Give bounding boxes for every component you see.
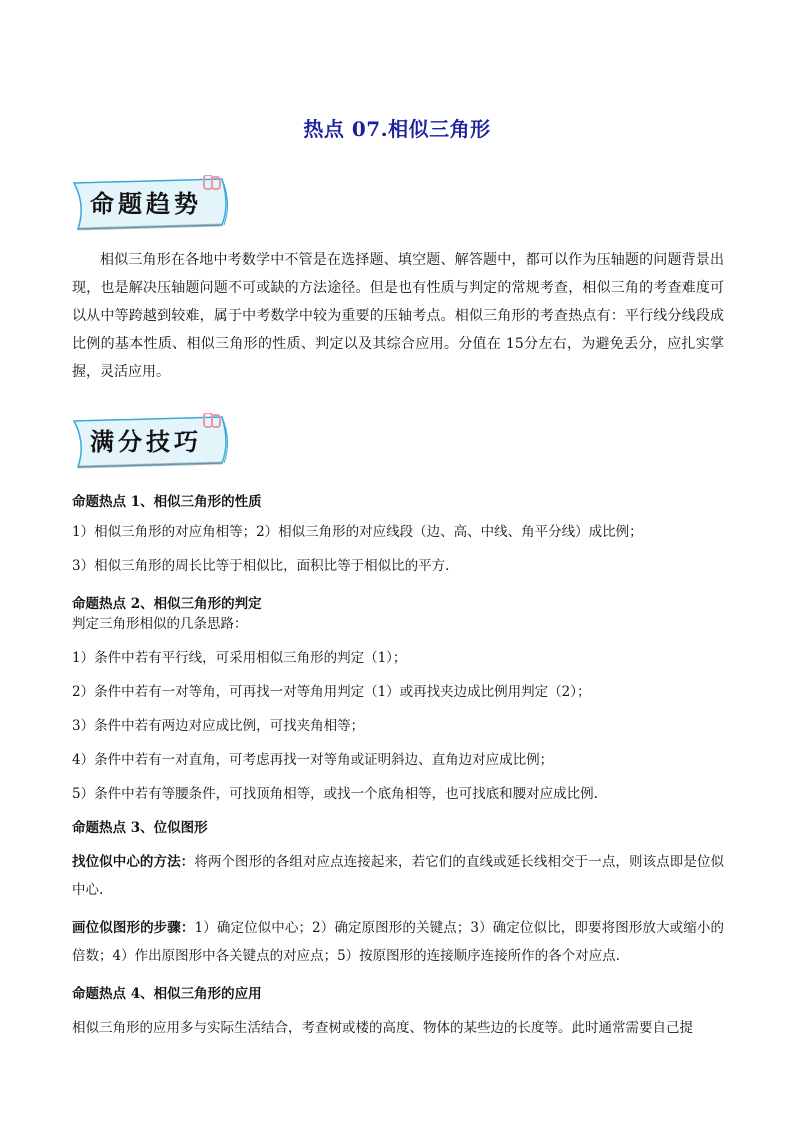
section-2-line-5: 5）条件中若有等腰条件，可找顶角相等，或找一个底角相等，也可找底和腰对应成比例. — [72, 786, 598, 802]
banner-trend — [72, 175, 232, 229]
banner-trend-label: 命题趋势 — [90, 189, 202, 218]
page-title: 热点 07.相似三角形 — [303, 117, 491, 141]
section-4-heading: 命题热点 4、相似三角形的应用 — [72, 986, 262, 1002]
section-3-heading: 命题热点 3、位似图形 — [72, 820, 208, 836]
section-3-center-paragraph — [72, 848, 724, 904]
section-2-line-3: 3）条件中若有两边对应成比例，可找夹角相等； — [72, 718, 365, 734]
intro-paragraph: 相似三角形在各地中考数学中不管是在选择题、填空题、解答题中，都可以作为压轴题的问题背景出现，也是解决压轴题问题不可或缺的方法途径。但是也有性质与判定的常规考查，相似三角的考查难度可以从中等跨越到较难，属于中考数学中较为重要的压轴考点。相似三角形的考查热点有：平行线分线段成比例的基本性质、相似三角形的性质、判定以及其综合应用。分值在 15分左右，为避免丢分，应扎实掌握，灵活应用。 — [72, 252, 724, 380]
skills-content — [72, 492, 724, 1042]
section-1-line-2: 3）相似三角形的周长比等于相似比，面积比等于相似比的平方. — [72, 558, 450, 574]
section-3-draw-text: 1）确定位似中心；2）确定原图形的关键点；3）确定位似比，即要将图形放大或缩小的倍数；4）作出原图形中各关键点的对应点；5）按原图形的连接顺序连接所作的各个对应点. — [72, 920, 724, 964]
banner-skills — [72, 413, 232, 467]
section-1-heading: 命题热点 1、相似三角形的性质 — [72, 494, 262, 510]
section-3-draw-label: 画位似图形的步骤： — [72, 920, 195, 936]
section-2-intro: 判定三角形相似的几条思路： — [72, 616, 248, 632]
section-2-line-1: 1）条件中若有平行线，可采用相似三角形的判定（1）； — [72, 650, 407, 666]
section-1-line-1: 1）相似三角形的对应角相等；2）相似三角形的对应线段（边、高、中线、角平分线）成比例； — [72, 524, 643, 540]
section-3-center-label: 找位似中心的方法： — [72, 854, 195, 870]
section-3-center-text: 将两个图形的各组对应点连接起来，若它们的直线或延长线相交于一点，则该点即是位似中心. — [72, 854, 724, 898]
section-2-heading: 命题热点 2、相似三角形的判定 — [72, 596, 262, 612]
banner-skills-label: 满分技巧 — [90, 427, 202, 456]
section-4-text: 相似三角形的应用多与实际生活结合，考查树或楼的高度、物体的某些边的长度等。此时通常需要自己提 — [72, 1020, 693, 1036]
section-3-draw-paragraph — [72, 914, 724, 970]
section-2-line-4: 4）条件中若有一对直角，可考虑再找一对等角或证明斜边、直角边对应成比例； — [72, 752, 554, 768]
section-2-line-2: 2）条件中若有一对等角，可再找一对等角用判定（1）或再找夹边成比例用判定（2）； — [72, 684, 591, 700]
